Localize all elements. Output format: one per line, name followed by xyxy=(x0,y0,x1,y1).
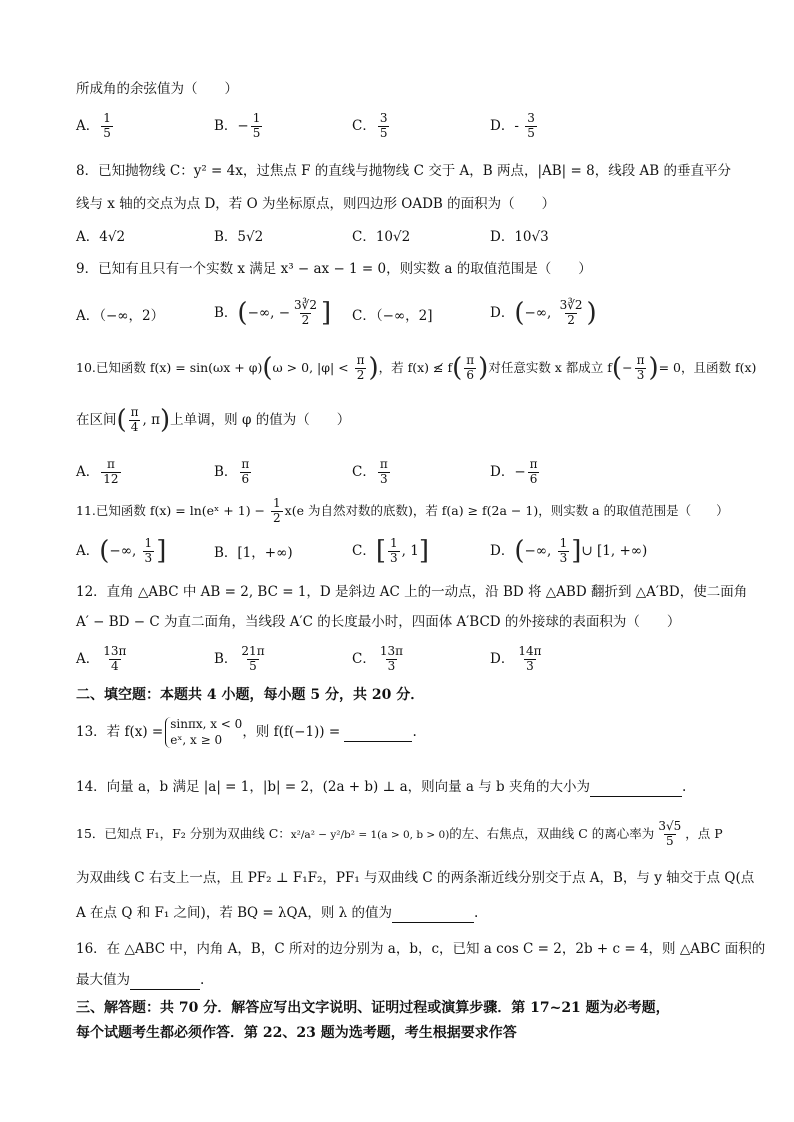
q11-option-d: D．(−∞, $\frac{1}{3}$ ]∪ [1, +∞) xyxy=(490,535,648,566)
q7-option-d: D．- $\frac{3}{5}$ xyxy=(490,111,535,140)
section-3-heading-line2: 每个试题考生都必须作答．第 22、23 题为选考题，考生根据要求作答 xyxy=(76,1025,517,1041)
q15-answer-blank[interactable] xyxy=(392,905,474,923)
q9-option-d: D．(−∞, $\frac{3∛2}{2}$ ) xyxy=(490,297,597,328)
q14-answer-blank[interactable] xyxy=(590,779,682,797)
q7-option-a: A． $\frac{1}{5}$ xyxy=(76,111,111,140)
q9-option-c: C．（−∞，2] xyxy=(352,308,433,324)
q10-option-a: A． $\frac{\pi}{12}$ xyxy=(76,457,119,486)
q12-stem-line2: A′ − BD − C 为直二面角，当线段 A′C 的长度最小时，四面体 A′BCD 的外接球的表面积为（ ） xyxy=(76,614,681,630)
q8-option-b: B．5√2 xyxy=(214,229,264,245)
q16-answer-blank[interactable] xyxy=(130,972,200,990)
q13-answer-blank[interactable] xyxy=(344,724,412,742)
q7-stem: 所成角的余弦值为（ ） xyxy=(76,81,238,97)
q11-option-b: B．[1，+∞) xyxy=(214,545,293,561)
q8-option-c: C．10√2 xyxy=(352,229,411,245)
q12-option-d: D． $\frac{14\pi}{3}$ xyxy=(490,644,542,673)
q16-line2: 最大值为 . xyxy=(76,972,205,988)
q13: 13．若 f(x) =sinπx, x < 0 eˣ, x ≥ 0 ，则 f(f(−1)) = . xyxy=(76,717,417,747)
section-2-heading: 二、填空题：本题共 4 小题，每小题 5 分，共 20 分． xyxy=(76,687,425,703)
q16-line1: 16．在 △ABC 中，内角 A，B，C 所对的边分别为 a，b，c，已知 a cos C = 2，2b + c = 4，则 △ABC 面积的 xyxy=(76,941,766,957)
q7-option-b: B．− $\frac{1}{5}$ xyxy=(214,111,261,140)
q12-option-c: C． $\frac{13\pi}{3}$ xyxy=(352,644,403,673)
q8-stem-line2: 线与 x 轴的交点为点 D，若 O 为坐标原点，则四边形 OADB 的面积为（ ） xyxy=(76,196,556,212)
q14: 14．向量 a，b 满足 |a| = 1，|b| = 2，(2a + b) ⊥ a，则向量 a 与 b 夹角的大小为 . xyxy=(76,779,687,795)
q10-option-b: B． $\frac{\pi}{6}$ xyxy=(214,457,250,486)
q12-option-b: B． $\frac{21\pi}{5}$ xyxy=(214,644,265,673)
q8-stem-line1: 8．已知抛物线 C：y² = 4x，过焦点 F 的直线与抛物线 C 交于 A，B 两点，|AB| = 8，线段 AB 的垂直平分 xyxy=(76,163,731,179)
q10-option-d: D．− $\frac{\pi}{6}$ xyxy=(490,457,538,486)
q15-line1: 15．已知点 F₁，F₂ 分别为双曲线 C：x²/a² − y²/b² = 1(a > 0, b > 0)的左、右焦点，双曲线 C 的离心率为 $\frac{3√5}{5}$ ，点 P xyxy=(76,819,723,848)
q11-stem: 11.已知函数 f(x) = ln(eˣ + 1) − $\frac{1}{2}$ x(e 为自然对数的底数)，若 f(a) ≥ f(2a − 1)，则实数 a 的取值范围是（ ） xyxy=(76,496,729,525)
q9-option-b: B．(−∞, − $\frac{3∛2}{2}$ ] xyxy=(214,297,332,328)
q10-option-c: C． $\frac{\pi}{3}$ xyxy=(352,457,388,486)
q15-line3: A 在点 Q 和 F₁ 之间)，若 BQ = λQA，则 λ 的值为 . xyxy=(76,905,479,921)
q10-stem-line2: 在区间( $\frac{\pi}{4}$ , π)上单调，则 φ 的值为（ ） xyxy=(76,404,351,435)
section-3-heading-line1: 三、解答题：共 70 分．解答应写出文字说明、证明过程或演算步骤．第 17~21 题为必考题， xyxy=(76,1000,670,1016)
q11-option-a: A．(−∞, $\frac{1}{3}$ ] xyxy=(76,535,167,566)
q12-stem-line1: 12．直角 △ABC 中 AB = 2, BC = 1，D 是斜边 AC 上的一动点，沿 BD 将 △ABD 翻折到 △A′BD，使二面角 xyxy=(76,584,748,600)
q8-option-d: D．10√3 xyxy=(490,229,549,245)
q9-stem: 9．已知有且只有一个实数 x 满足 x³ − ax − 1 = 0，则实数 a 的取值范围是（ ） xyxy=(76,261,592,277)
q7-option-c: C． $\frac{3}{5}$ xyxy=(352,111,388,140)
q11-option-c: C．[ $\frac{1}{3}$ , 1] xyxy=(352,535,429,566)
q9-option-a: A．（−∞，2） xyxy=(76,308,165,324)
q10-stem-line1: 10.已知函数 f(x) = sin(ωx + φ)(ω > 0, |φ| < $\frac{\pi}{2}$ )，若 f(x) ≰ f( $\frac{\pi}{6}$ )对任意实数 x 都成立 f(− $\frac{\pi}{3}$ )= 0，且函数 f(x) xyxy=(76,352,757,383)
q15-line2: 为双曲线 C 右支上一点，且 PF₂ ⊥ F₁F₂，PF₁ 与双曲线 C 的两条渐近线分别交于点 A，B，与 y 轴交于点 Q(点 xyxy=(76,870,755,886)
q12-option-a: A． $\frac{13\pi}{4}$ xyxy=(76,644,127,673)
q8-option-a: A．4√2 xyxy=(76,229,126,245)
